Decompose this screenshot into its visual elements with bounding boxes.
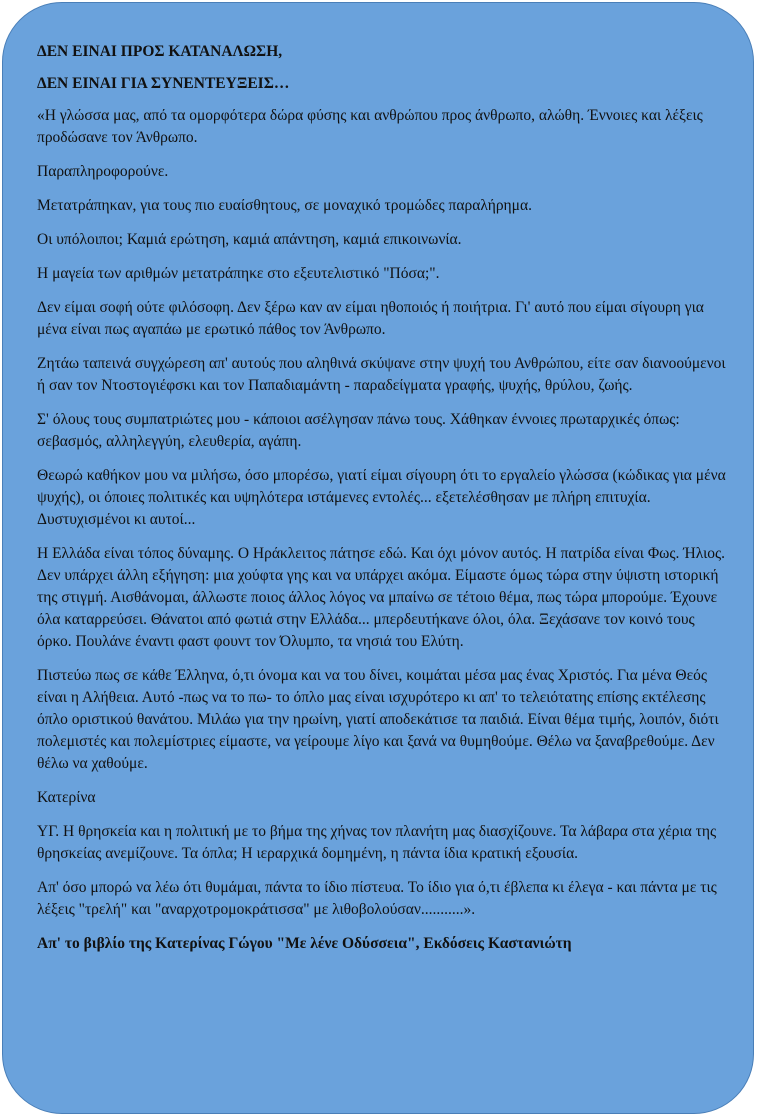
heading-line-2: ΔΕΝ ΕΙΝΑΙ ΓΙΑ ΣΥΝΕΝΤΕΥΞΕΙΣ… [37, 75, 290, 92]
paragraph-6: Δεν είμαι σοφή ούτε φιλόσοφη. Δεν ξέρω καν αν είμαι ηθοποιός ή ποιήτρια. Γι' αυτό που είμαι σίγουρη για μένα είναι πως αγαπάω με ερωτικό πάθος τον Άνθρωπο. [37, 299, 704, 338]
paragraph-7: Ζητάω ταπεινά συγχώρεση απ' αυτούς που αληθινά σκύψανε στην ψυχή του Ανθρώπου, είτε σαν διανοούμενοι ή σαν τον Ντοστογιέφσκι και τον Παπαδιαμάντη - παραδείγματα γραφής, ψυχής, θρύλου, ζωής. [37, 355, 726, 394]
paragraph-9: Θεωρώ καθήκον μου να μιλήσω, όσο μπορέσω, γιατί είμαι σίγουρη ότι το εργαλείο γλώσσα (κώδικας για μένα ψυχής), οι όποιες πολιτικές και υψηλότερα ιστάμενες εντολές... εξετελέσθησαν με πλήρη επιτυχία. Δυστυχισμένοι κι αυτοί... [37, 467, 726, 528]
paragraph-2: Παραπληροφορούνε. [37, 163, 169, 180]
heading-line-1: ΔΕΝ ΕΙΝΑΙ ΠΡΟΣ ΚΑΤΑΝΑΛΩΣΗ, [37, 43, 283, 60]
paragraph-11: Πιστεύω πως σε κάθε Έλληνα, ό,τι όνομα και να του δίνει, κοιμάται μέσα μας ένας Χριστός. Για μένα Θεός είναι η Αλήθεια. Αυτό -πως να το πω- το όπλο μας είναι ισχυρότερο κι απ' το τελειότατης επίσης εκτέλεσης όπλο οριστικού θανάτου. Μιλάω για την ηρωίνη, γιατί αποδεκάτισε τα παιδιά. Είναι θέμα τιμής, λοιπόν, διότι πολεμιστές και πολεμίστριες είμαστε, να γείρουμε λίγο και ξανά να θυμηθούμε. Θέλω να ξαναβρεθούμε. Δεν θέλω να χαθούμε. [37, 667, 719, 772]
source-citation: Απ' το βιβλίο της Κατερίνας Γώγου "Με λένε Οδύσσεια", Εκδόσεις Καστανιώτη [37, 935, 572, 952]
postscript-paragraph-1: ΥΓ. Η θρησκεία και η πολιτική με το βήμα της χήνας τον πλανήτη μας διασχίζουνε. Τα λάβαρα στα χέρια της θρησκείας ανεμίζουνε. Τα όπλα; Η ιεραρχικά δομημένη, η πάντα ίδια κρατική εξουσία. [37, 823, 717, 862]
paragraph-8: Σ' όλους τους συμπατριώτες μου - κάποιοι ασέλγησαν πάνω τους. Χάθηκαν έννοιες πρωταρχικές όπως: σεβασμός, αλληλεγγύη, ελευθερία, αγάπη. [37, 411, 680, 450]
signature: Κατερίνα [37, 789, 96, 806]
paragraph-10: Η Ελλάδα είναι τόπος δύναμης. Ο Ηράκλειτος πάτησε εδώ. Και όχι μόνον αυτός. Η πατρίδα είναι Φως. Ήλιος. Δεν υπάρχει άλλη εξήγηση: μια χούφτα γης και να υπάρχει ακόμα. Είμαστε όμως τώρα στην ύψιστη ιστορική της στιγμή. Αισθάνομαι, άλλωστε ποιος άλλος λόγος να μπαίνω σε τέτοιο θέμα, πως τώρα μπορούμε. Έχουνε όλα καταρρεύσει. Θάνατοι από φωτιά στην Ελλάδα... μπερδευτήκανε όλοι, όλα. Ξεχάσανε τον κοινό τους όρκο. Πουλάνε έναντι φαστ φουντ τον Όλυμπο, τα νησιά του Ελύτη. [37, 545, 726, 650]
paragraph-4: Οι υπόλοιποι; Καμιά ερώτηση, καμιά απάντηση, καμιά επικοινωνία. [37, 231, 462, 248]
paragraph-1: «Η γλώσσα μας, από τα ομορφότερα δώρα φύσης και ανθρώπου προς άνθρωπο, αλώθη. Έννοιες και λέξεις προδώσανε τον Άνθρωπο. [37, 107, 703, 146]
postscript-paragraph-2: Απ' όσο μπορώ να λέω ότι θυμάμαι, πάντα το ίδιο πίστευα. Το ίδιο για ό,τι έβλεπα κι έλεγα - και πάντα με τις λέξεις "τρελή" και "αναρχοτρομοκράτισσα" με λιθοβολούσαν...........». [37, 879, 717, 918]
document-body [37, 41, 727, 967]
paragraph-3: Μετατράπηκαν, για τους πιο ευαίσθητους, σε μοναχικό τρομώδες παραλήρημα. [37, 197, 532, 214]
paragraph-5: Η μαγεία των αριθμών μετατράπηκε στο εξευτελιστικό "Πόσα;". [37, 265, 440, 282]
rounded-text-card [2, 2, 754, 1114]
